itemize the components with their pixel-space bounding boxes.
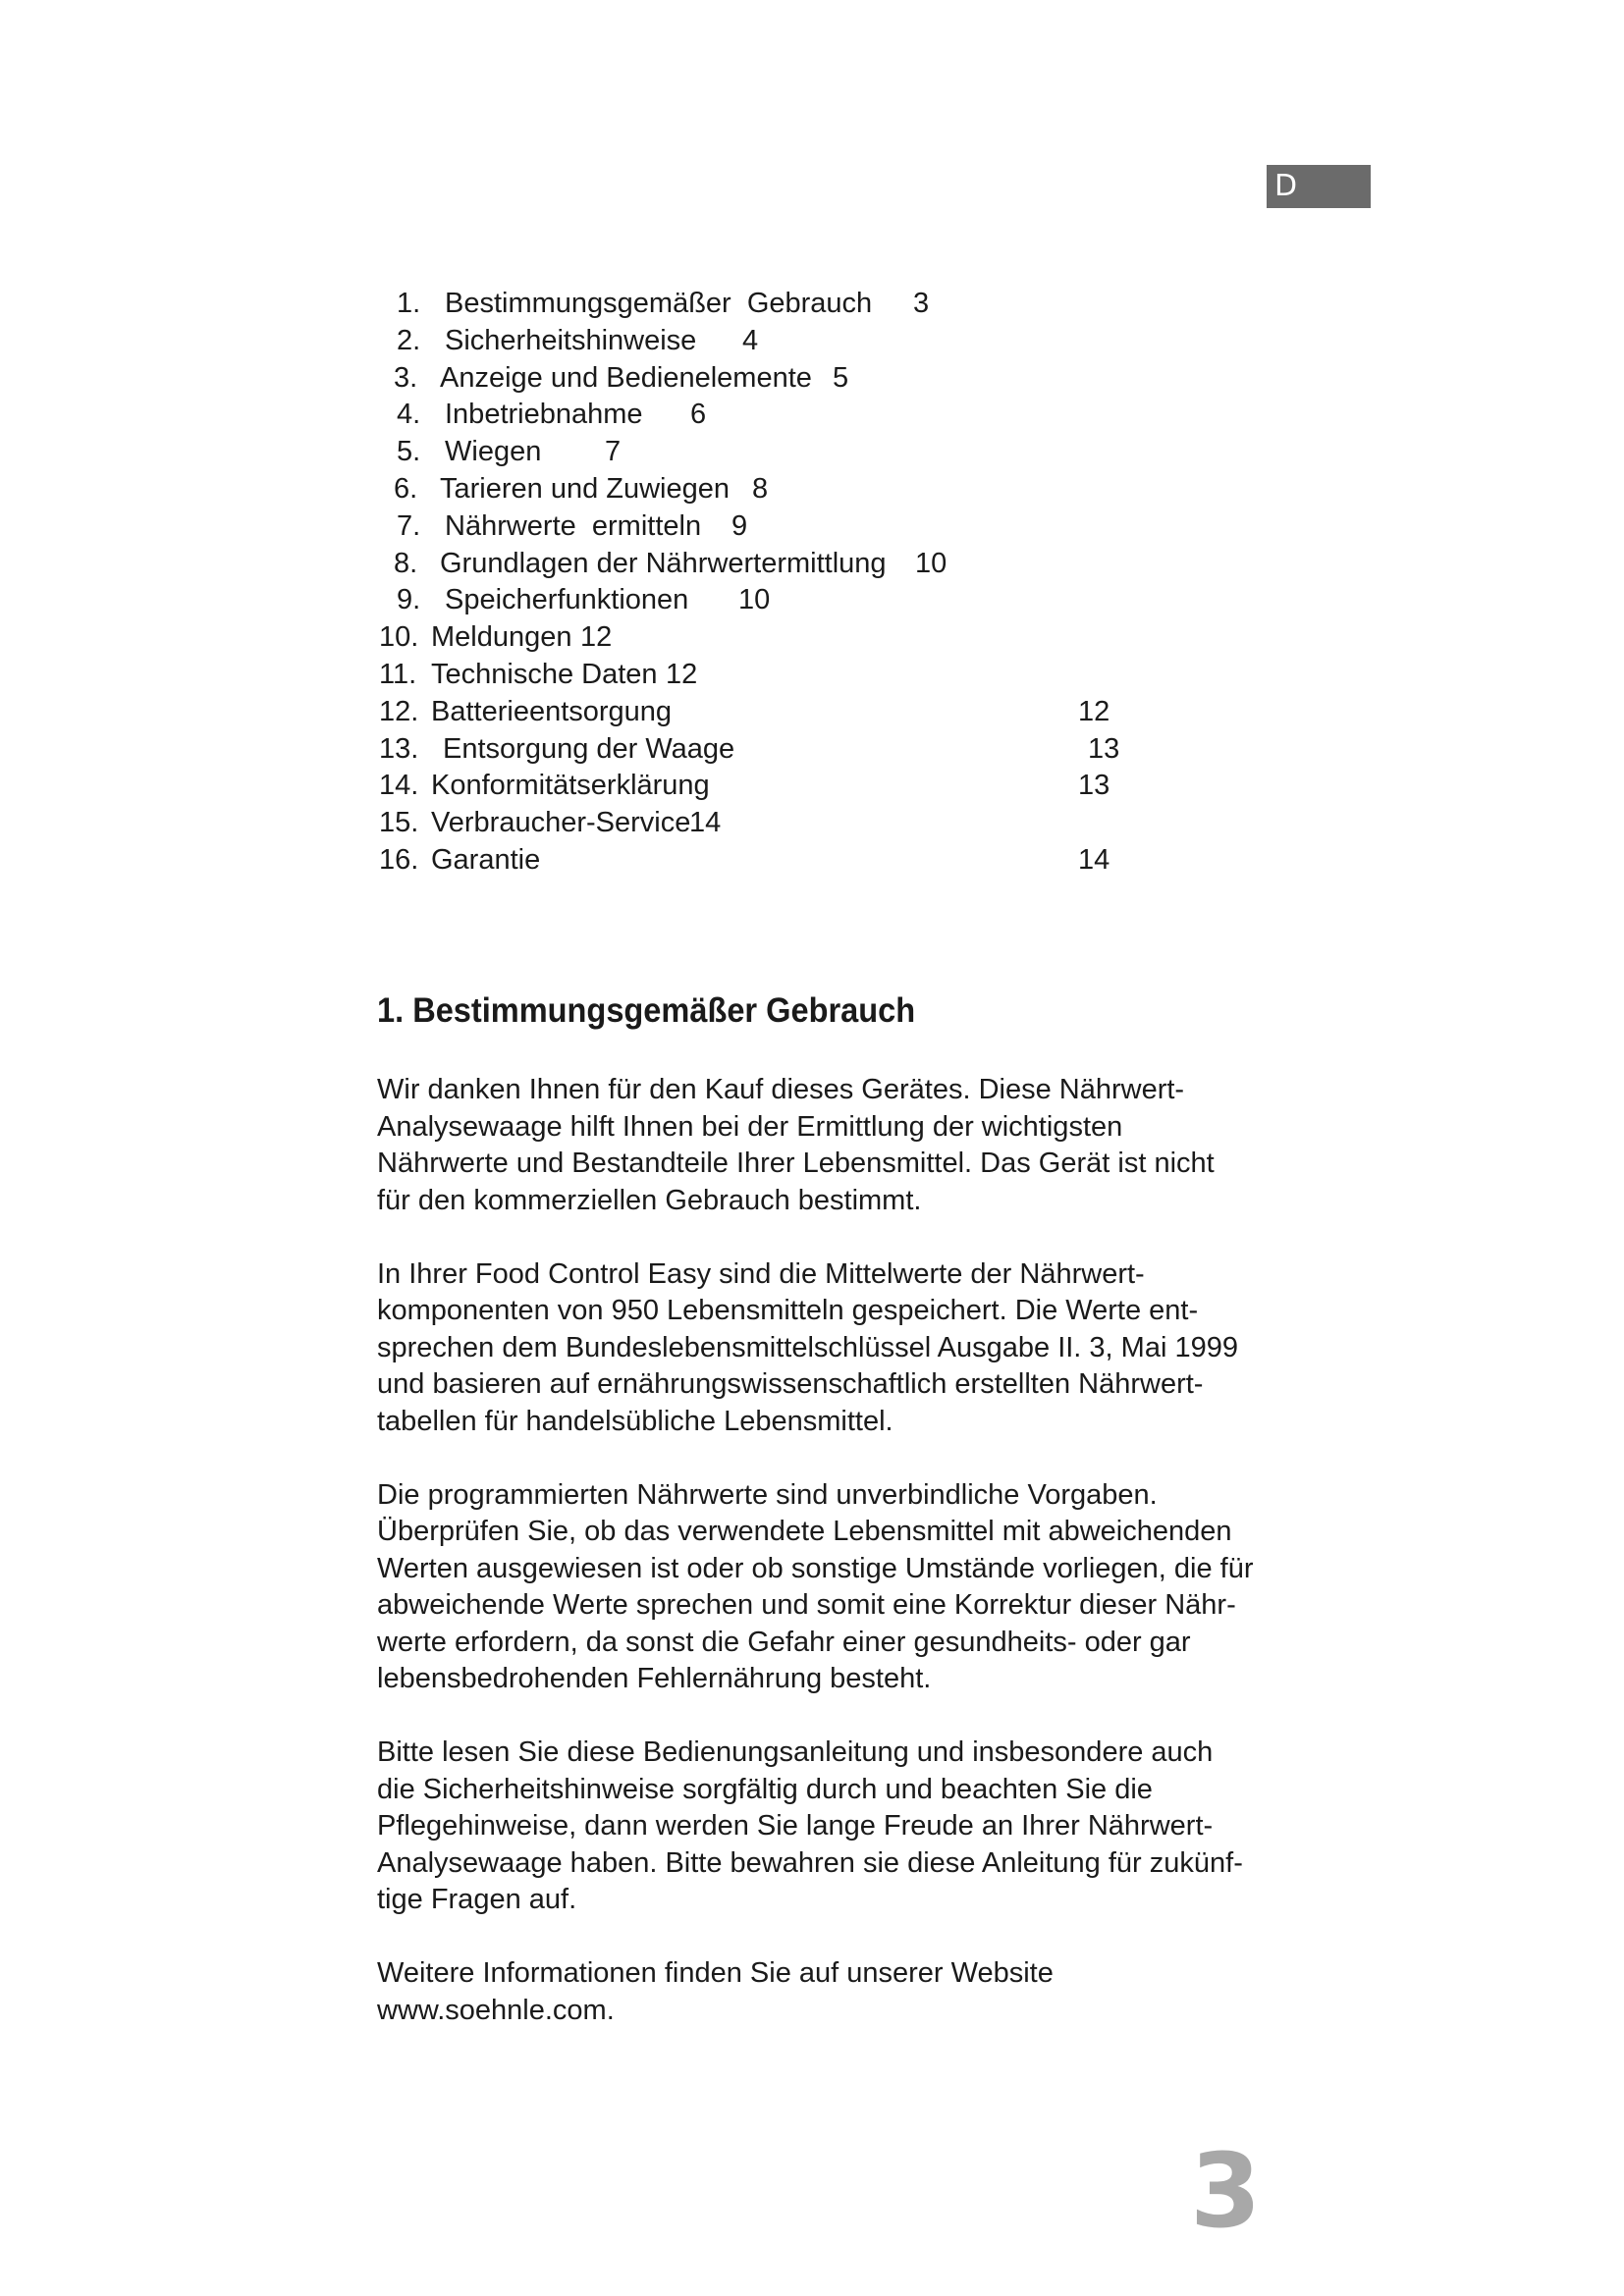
- toc-entry-title: [431, 618, 572, 656]
- body-paragraph: [377, 1477, 1280, 1698]
- toc-entry-page: 12: [580, 621, 613, 654]
- toc-entry-page: 12: [666, 659, 698, 690]
- toc-entry-number: 15.: [379, 807, 419, 839]
- toc-entry-title-text: Sicherheitshinweise: [445, 324, 697, 356]
- toc-entry-title: [431, 841, 540, 879]
- paragraph-line: Weitere Informationen finden Sie auf unserer Website: [377, 1957, 1054, 1989]
- paragraph-line: abweichende Werte sprechen und somit eine Korrektur dieser Nähr-: [377, 1589, 1236, 1621]
- toc-entry-page: 14: [1078, 844, 1110, 876]
- paragraph-line: Nährwerte und Bestandteile Ihrer Lebensmittel. Das Gerät ist nicht: [377, 1148, 1215, 1179]
- toc-entry-title: [445, 433, 541, 470]
- toc-entry-page: 3: [913, 288, 930, 319]
- toc-entry-number: 13.: [379, 732, 419, 765]
- body-paragraph: [377, 1955, 1280, 2029]
- section-body: [377, 1072, 1280, 2066]
- toc-entry-number: 3.: [394, 361, 418, 394]
- toc-entry-page: 10: [738, 584, 771, 616]
- toc-entry-title-text: Tarieren und Zuwiegen: [440, 473, 731, 505]
- toc-entry-title-text: Inbetriebnahme: [445, 399, 643, 431]
- toc-entry-title-text: Entsorgung der Waage: [443, 732, 735, 765]
- toc-entry-title: [445, 322, 696, 359]
- toc-entry-title: [431, 656, 658, 693]
- toc-entry-page: 12: [1078, 695, 1110, 727]
- toc-entry-page: 13: [1078, 770, 1110, 802]
- paragraph-line: die Sicherheitshinweise sorgfältig durch und beachten Sie die: [377, 1773, 1153, 1805]
- toc-entry-title-text: Bestimmungsgemäßer Gebrauch: [445, 288, 873, 319]
- toc-entry-number: 14.: [379, 770, 419, 802]
- paragraph-line: Die programmierten Nährwerte sind unverbindliche Vorgaben.: [377, 1478, 1158, 1511]
- paragraph-line: Überprüfen Sie, ob das verwendete Lebensmittel mit abweichenden: [377, 1516, 1232, 1547]
- toc-entry-number: 16.: [379, 844, 419, 876]
- paragraph-line: für den kommerziellen Gebrauch bestimmt.: [377, 1184, 922, 1216]
- toc-entry-title-text: Wiegen: [445, 436, 542, 468]
- body-paragraph: [377, 1256, 1280, 1441]
- paragraph-line: lebensbedrohenden Fehlernährung besteht.: [377, 1663, 932, 1694]
- toc-entry-title-text: Verbraucher-Service: [431, 807, 691, 839]
- paragraph-line: Analysewaage hilft Ihnen bei der Ermittlung der wichtigsten: [377, 1110, 1123, 1143]
- toc-entry-number: 9.: [397, 584, 421, 616]
- toc-entry-title-text: Batterieentsorgung: [431, 695, 673, 727]
- paragraph-line: und basieren auf ernährungswissenschaftlich erstellten Nährwert-: [377, 1368, 1204, 1400]
- toc-entry-title-text: Meldungen: [431, 621, 572, 654]
- paragraph-line: tabellen für handelsübliche Lebensmittel.: [377, 1405, 893, 1437]
- toc-entry-title: [431, 767, 710, 804]
- toc-entry-title-text: Grundlagen der Nährwertermittlung: [440, 547, 887, 579]
- page-number: 3: [1190, 2131, 1262, 2251]
- toc-entry-title-text: Technische Daten: [431, 659, 658, 690]
- paragraph-line: werte erfordern, da sonst die Gefahr einer gesundheits- oder gar: [377, 1626, 1191, 1658]
- paragraph-line: Wir danken Ihnen für den Kauf dieses Gerätes. Diese Nährwert-: [377, 1074, 1185, 1105]
- paragraph-line: Analysewaage haben. Bitte bewahren sie diese Anleitung für zukünf-: [377, 1846, 1243, 1879]
- toc-entry-page: 13: [1088, 732, 1120, 765]
- paragraph-line: sprechen dem Bundeslebensmittelschlüssel Ausgabe II. 3, Mai 1999: [377, 1331, 1238, 1363]
- paragraph-line: Pflegehinweise, dann werden Sie lange Freude an Ihrer Nährwert-: [377, 1810, 1214, 1842]
- toc-entry-title-text: Nährwerte ermitteln: [445, 509, 702, 542]
- toc-entry-number: 1.: [397, 288, 421, 319]
- toc-entry-title: [431, 804, 690, 841]
- toc-entry-page: 6: [690, 399, 707, 431]
- toc-entry-title: [443, 730, 734, 768]
- toc-entry-title: [445, 581, 688, 618]
- toc-entry-title: [431, 693, 672, 730]
- toc-entry-title: [445, 285, 872, 322]
- toc-entry-page: 10: [915, 547, 947, 579]
- toc-entry-number: 7.: [397, 509, 421, 542]
- toc-entry-number: 12.: [379, 695, 419, 727]
- language-tab: D: [1267, 165, 1371, 208]
- body-paragraph: [377, 1072, 1280, 1219]
- toc-entry-title-text: Garantie: [431, 844, 541, 876]
- toc-entry-number: 8.: [394, 547, 418, 579]
- toc-entry-page: 5: [833, 361, 849, 394]
- paragraph-line: In Ihrer Food Control Easy sind die Mittelwerte der Nährwert-: [377, 1257, 1145, 1290]
- toc-entry-number: 6.: [394, 473, 418, 505]
- toc-entry-page: 8: [752, 473, 769, 505]
- toc-entry-page: 14: [689, 807, 722, 839]
- toc-entry-number: 4.: [397, 399, 421, 431]
- toc-entry-title: [440, 545, 887, 582]
- paragraph-line: Bitte lesen Sie diese Bedienungsanleitung und insbesondere auch: [377, 1736, 1214, 1768]
- toc-entry-title: [440, 470, 730, 507]
- toc-entry-title: [445, 396, 643, 433]
- body-paragraph: [377, 1735, 1280, 1919]
- toc-entry-title-text: Speicherfunktionen: [445, 584, 689, 616]
- paragraph-line: www.soehnle.com.: [377, 1994, 615, 2026]
- paragraph-line: tige Fragen auf.: [377, 1884, 577, 1915]
- toc-entry-title-text: Anzeige und Bedienelemente: [440, 361, 812, 394]
- toc-entry-title: [440, 359, 812, 397]
- toc-entry-title-text: Konformitätserklärung: [431, 770, 710, 802]
- paragraph-line: komponenten von 950 Lebensmitteln gespeichert. Die Werte ent-: [377, 1295, 1199, 1326]
- toc-entry-title: [445, 507, 701, 545]
- toc-entry-page: 7: [605, 436, 622, 468]
- toc-entry-page: 9: [731, 509, 748, 542]
- toc-entry-page: 4: [742, 324, 759, 356]
- table-of-contents: [0, 0, 1624, 903]
- paragraph-line: Werten ausgewiesen ist oder ob sonstige Umstände vorliegen, die für: [377, 1552, 1254, 1584]
- toc-entry-number: 11.: [379, 659, 417, 690]
- section-heading: 1. Bestimmungsgemäßer Gebrauch: [377, 991, 916, 1030]
- toc-entry-number: 5.: [397, 436, 421, 468]
- toc-entry-number: 2.: [397, 324, 421, 356]
- toc-entry-number: 10.: [379, 621, 419, 654]
